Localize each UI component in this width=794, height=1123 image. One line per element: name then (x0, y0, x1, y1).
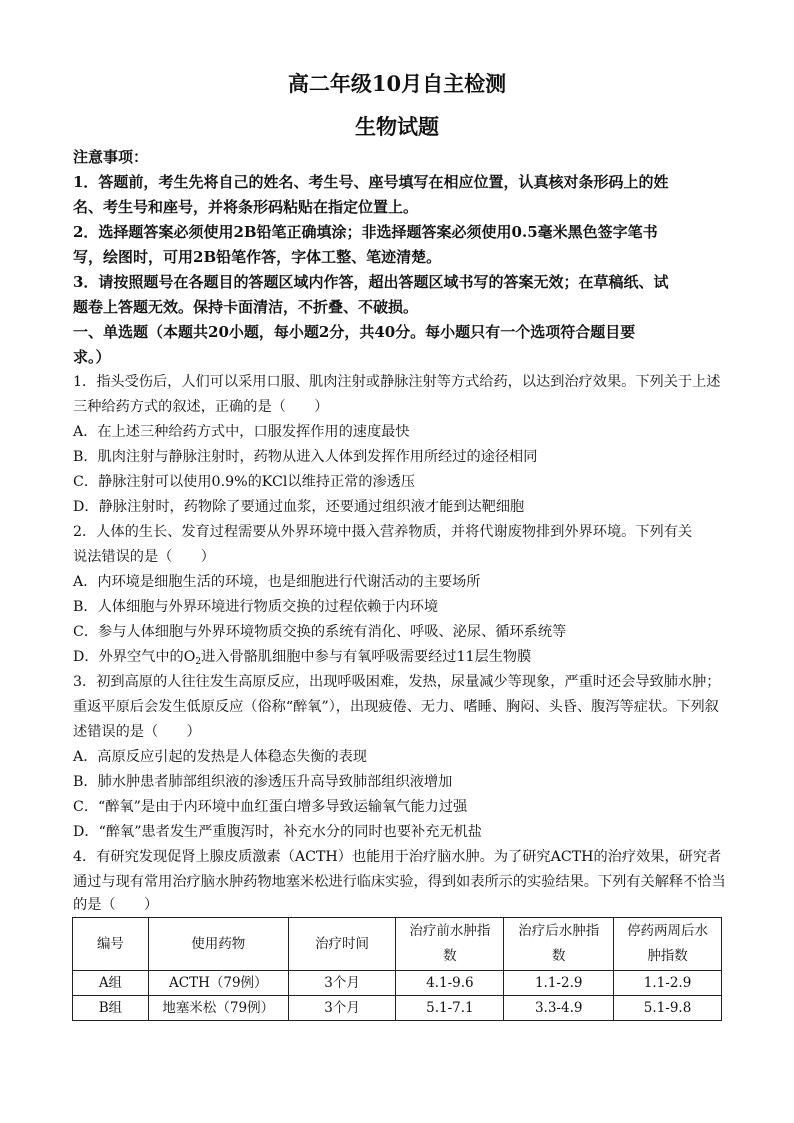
notice-line: 题卷上答题无效。保持卡面清洁，不折叠、不破损。 (73, 298, 419, 316)
table-header-cell: 编号 (73, 918, 149, 971)
q1-option-c: C．静脉注射可以使用0.9%的KCl以维持正常的渗透压 (73, 474, 416, 490)
table-header-cell: 治疗时间 (288, 918, 396, 971)
table-header-cell: 治疗后水肿指 数 (504, 918, 614, 971)
notice-line: 写，绘图时，可用2B铅笔作答，字体工整、笔迹清楚。 (73, 248, 442, 266)
table-header-cell: 治疗前水肿指 数 (396, 918, 504, 971)
q1-option-d: D．静脉注射时，药物除了要通过血浆，还要通过组织液才能到达靶细胞 (73, 499, 525, 515)
notice-line: 1．答题前，考生先将自己的姓名、考生号、座号填写在相应位置，认真核对条形码上的姓 (73, 173, 669, 191)
notice-heading: 注意事项： (73, 148, 149, 166)
table-header-cell: 使用药物 (148, 918, 288, 971)
q2-option-b: B．人体细胞与外界环境进行物质交换的过程依赖于内环境 (73, 599, 439, 615)
q4-stem-cont: 通过与现有常用治疗脑水肿药物地塞米松进行临床实验，得到如表所示的实验结果。下列有关解释不恰当 (73, 874, 726, 890)
table-row (73, 971, 722, 996)
table-cell: 3.3-4.9 (504, 996, 614, 1021)
q3-stem: 3．初到高原的人往往发生高原反应，出现呼吸困难，发热，尿量减少等现象，严重时还会导致肺水肿； (73, 674, 721, 690)
q2-option-d-pre: D．外界空气中的O (73, 649, 196, 665)
q2-option-d (73, 647, 733, 672)
table-cell: 4.1-9.6 (396, 971, 504, 996)
notice-line: 名、考生号和座号，并将条形码粘贴在指定位置上。 (73, 198, 419, 216)
q2-option-d-subscript: 2 (195, 657, 202, 667)
table-cell: 3个月 (288, 996, 396, 1021)
q3-option-b: B．肺水肿患者肺部组织液的渗透压升高导致肺部组织液增加 (73, 774, 453, 790)
table-cell: A组 (73, 971, 149, 996)
q3-option-d: D．“醉氧”患者发生严重腹泻时，补充水分的同时也要补充无机盐 (73, 824, 482, 840)
page-title: 高二年级10月自主检测 (287, 71, 507, 96)
q2-stem-cont: 说法错误的是（ ） (73, 549, 215, 565)
table-header-cell: 停药两周后水 肿指数 (614, 918, 722, 971)
table-row (73, 996, 722, 1021)
page-subtitle: 生物试题 (355, 114, 439, 139)
section-heading-cont: 求。） (73, 348, 111, 366)
table-cell: 1.1-2.9 (614, 971, 722, 996)
results-table (72, 917, 722, 1021)
table-cell: 3个月 (288, 971, 396, 996)
q1-stem-cont: 三种给药方式的叙述，正确的是（ ） (73, 399, 329, 415)
table-cell: 1.1-2.9 (504, 971, 614, 996)
q3-option-c: C．“醉氧”是由于内环境中血红蛋白增多导致运输氧气能力过强 (73, 799, 468, 815)
notice-line: 2．选择题答案必须使用2B铅笔正确填涂；非选择题答案必须使用0.5毫米黑色签字笔书 (73, 223, 658, 241)
table-cell: 地塞米松（79例） (148, 996, 288, 1021)
q1-option-b: B．肌肉注射与静脉注射时，药物从进入人体到发挥作用所经过的途径相同 (73, 449, 538, 465)
table-cell: B组 (73, 996, 149, 1021)
q4-stem: 4．有研究发现促肾上腺皮质激素（ACTH）也能用于治疗脑水肿。为了研究ACTH的治疗效果，研究者 (73, 849, 722, 865)
q2-option-c: C．参与人体细胞与外界环境物质交换的系统有消化、呼吸、泌尿、循环系统等 (73, 624, 567, 640)
q2-stem: 2．人体的生长、发育过程需要从外界环境中摄入营养物质，并将代谢废物排到外界环境。下列有关 (73, 524, 693, 540)
q1-stem: 1．指头受伤后，人们可以采用口服、肌肉注射或静脉注射等方式给药，以达到治疗效果。下列关于上述 (73, 374, 721, 390)
section-heading: 一、单选题（本题共20小题，每小题2分，共40分。每小题只有一个选项符合题目要 (73, 323, 636, 341)
table-cell: 5.1-7.1 (396, 996, 504, 1021)
table-header-row (73, 918, 722, 971)
q3-stem-cont: 述错误的是（ ） (73, 724, 201, 740)
table-cell: 5.1-9.8 (614, 996, 722, 1021)
q2-option-d-post: 进入骨骼肌细胞中参与有氧呼吸需要经过11层生物膜 (201, 649, 532, 665)
notice-line: 3．请按照题号在各题目的答题区域内作答，超出答题区域书写的答案无效；在草稿纸、试 (73, 273, 669, 291)
q1-option-a: A．在上述三种给药方式中，口服发挥作用的速度最快 (73, 424, 410, 440)
q3-stem-cont: 重返平原后会发生低原反应（俗称“醉氧”），出现疲倦、无力、嗜睡、胸闷、头昏、腹泻等症状。下列叙 (73, 699, 719, 715)
q2-option-a: A．内环境是细胞生活的环境，也是细胞进行代谢活动的主要场所 (73, 574, 481, 590)
q3-option-a: A．高原反应引起的发热是人体稳态失衡的表现 (73, 749, 367, 765)
q4-stem-cont: 的是（ ） (73, 897, 159, 913)
table-cell: ACTH（79例） (148, 971, 288, 996)
